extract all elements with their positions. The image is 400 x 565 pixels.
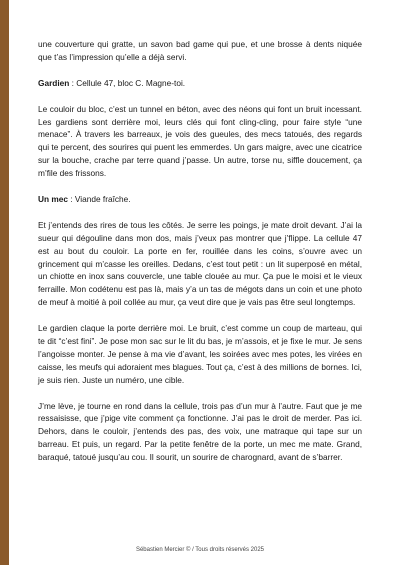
paragraph: une couverture qui gratte, un savon bad game qui pue, et une brosse à dents niquée que t’as l’impression qu’elle a déjà servi.: [38, 39, 362, 62]
dialogue-text: : Viande fraîche.: [67, 193, 131, 204]
page-body: [38, 38, 362, 477]
dialogue-text: : Cellule 47, bloc C. Magne-toi.: [69, 77, 186, 88]
dialogue-line: [38, 77, 362, 90]
paragraph: Le couloir du bloc, c’est un tunnel en béton, avec des néons qui font un bruit incessant. Les gardiens sont derrière moi, leurs clés qui font cling-cling, pour faire style “une menace”. À travers les barreaux, je vois des gueules, des mecs tatoués, des regards qui te percent, des sourires qui puent les emmerdes. Un gars maigre, avec une cicatrice sur la bouche, crache par terre quand j’passe. Un autre, torse nu, siffle doucement, ça m’file des frissons.: [38, 103, 362, 179]
copyright-footer: Sébastien Mercier © / Tous droits réservés 2025: [135, 547, 265, 553]
dialogue-line: [38, 193, 362, 206]
paragraph: Et j’entends des rires de tous les côtés. Je serre les poings, je mate droit devant. J’ai la sueur qui dégouline dans mon dos, mais j’veux pas montrer que j’flippe. La cellule 47 est au bout du couloir. La porte en fer, rouillée dans les coins, s’ouvre avec un grincement qui m’casse les oreilles. Dedans, c’est tout petit : un lit superposé en métal, un chiotte en inox sans couvercle, une table clouée au mur. Ça pue le moisi et le vieux ferraille. Mon codétenu est pas là, mais y’a un tas de mégots dans un coin et une photo de meuf à moitié à poil collée au mur, ça veut dire que je vais pas être seul longtemps.: [38, 219, 362, 308]
speaker-name: Un mec: [38, 193, 68, 204]
paragraph: J’me lève, je tourne en rond dans la cellule, trois pas d’un mur à l’autre. Faut que je me ressaisisse, que j’pige vite comment ça fonctionne. J’ai pas le droit de merder. Pas ici. Dehors, dans le couloir, j’entends des pas, des voix, une matraque qui tape sur un barreau. Et puis, un regard. Par la petite fenêtre de la porte, un mec me mate. Grand, baraqué, tatoué jusqu’au cou. Il sourit, un sourire de charognard, avant de s’barrer.: [38, 400, 362, 463]
speaker-name: Gardien: [38, 77, 70, 88]
book-spine-border: [0, 0, 9, 565]
paragraph: Le gardien claque la porte derrière moi. Le bruit, c’est comme un coup de marteau, qui te dit “c’est fini”. Je pose mon sac sur le lit du bas, je m’assois, et je fixe le mur. Je sens l’angoisse monter. Je pense à ma vie d’avant, les soirées avec mes potes, les virées en caisse, les meufs qui adoraient mes blagues. Tout ça, c’est à des millions de bornes. Ici, je suis rien. Juste un numéro, une cible.: [38, 323, 362, 385]
